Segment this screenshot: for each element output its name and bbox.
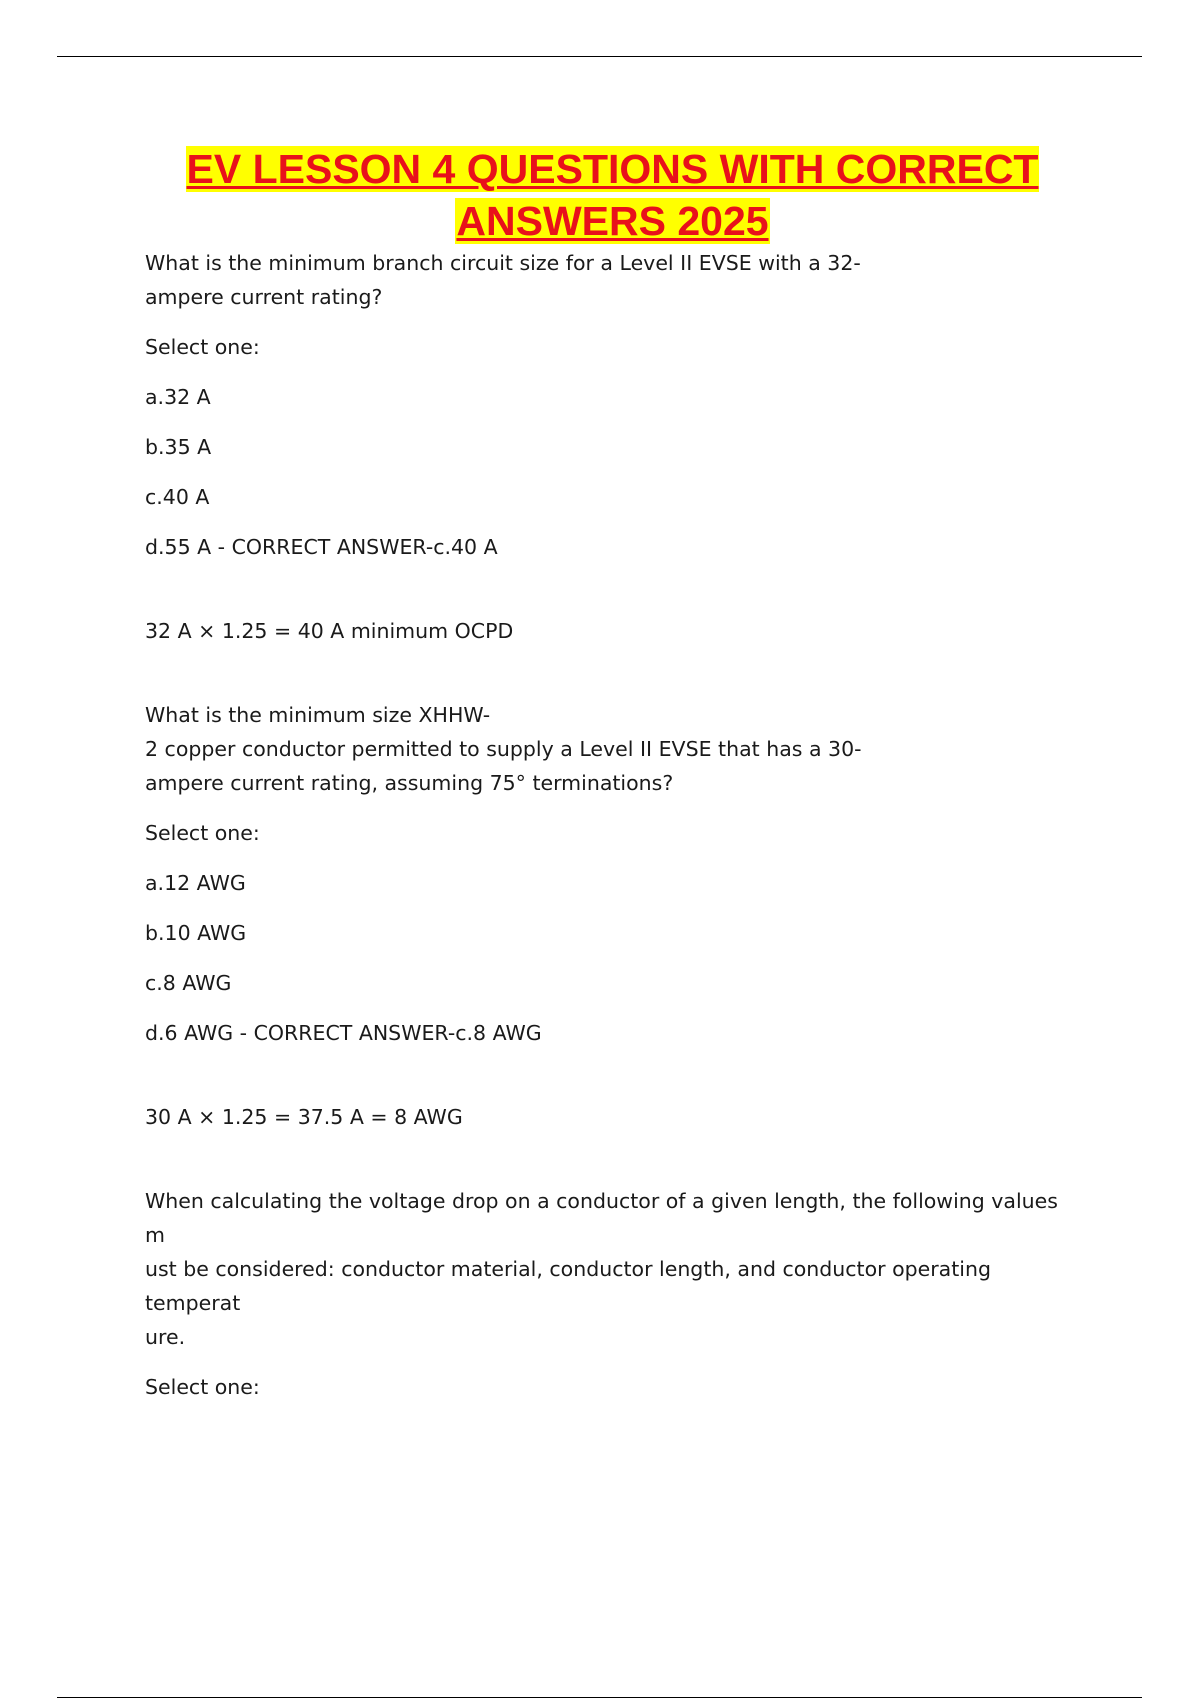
document-body — [145, 246, 1080, 1404]
question-block — [145, 246, 1080, 698]
select-one-label: Select one: — [145, 1375, 260, 1399]
header-rule — [57, 56, 1142, 57]
question-text-line: What is the minimum size XHHW- — [145, 703, 491, 727]
answer-option: b.35 A — [145, 435, 212, 459]
answer-explanation: 32 A × 1.25 = 40 A minimum OCPD — [145, 619, 514, 643]
question-block — [145, 698, 1080, 1184]
answer-option: a.12 AWG — [145, 871, 246, 895]
answer-option: b.10 AWG — [145, 921, 247, 945]
question-text-line: What is the minimum branch circuit size for a Level II EVSE with a 32- — [145, 251, 861, 275]
question-block — [145, 1184, 1080, 1404]
question-text-line: 2 copper conductor permitted to supply a Level II EVSE that has a 30- — [145, 737, 862, 761]
answer-option: c.8 AWG — [145, 971, 232, 995]
answer-option-with-correct-answer: d.55 A - CORRECT ANSWER-c.40 A — [145, 535, 498, 559]
answer-option: c.40 A — [145, 485, 210, 509]
title-line-1: EV LESSON 4 QUESTIONS WITH CORRECT — [186, 146, 1039, 192]
question-text-line: ust be considered: conductor material, conductor length, and conductor operating temperat — [145, 1257, 991, 1315]
select-one-label: Select one: — [145, 821, 260, 845]
question-text-line: When calculating the voltage drop on a conductor of a given length, the following values m — [145, 1189, 1058, 1247]
select-one-label: Select one: — [145, 335, 260, 359]
document-title — [145, 143, 1080, 247]
question-text-line: ure. — [145, 1325, 186, 1349]
answer-explanation: 30 A × 1.25 = 37.5 A = 8 AWG — [145, 1105, 463, 1129]
footer-rule — [57, 1697, 1142, 1698]
answer-option-with-correct-answer: d.6 AWG - CORRECT ANSWER-c.8 AWG — [145, 1021, 542, 1045]
question-text-line: ampere current rating, assuming 75° terminations? — [145, 771, 674, 795]
answer-option: a.32 A — [145, 385, 211, 409]
title-line-2: ANSWERS 2025 — [456, 198, 769, 244]
question-text-line: ampere current rating? — [145, 285, 383, 309]
